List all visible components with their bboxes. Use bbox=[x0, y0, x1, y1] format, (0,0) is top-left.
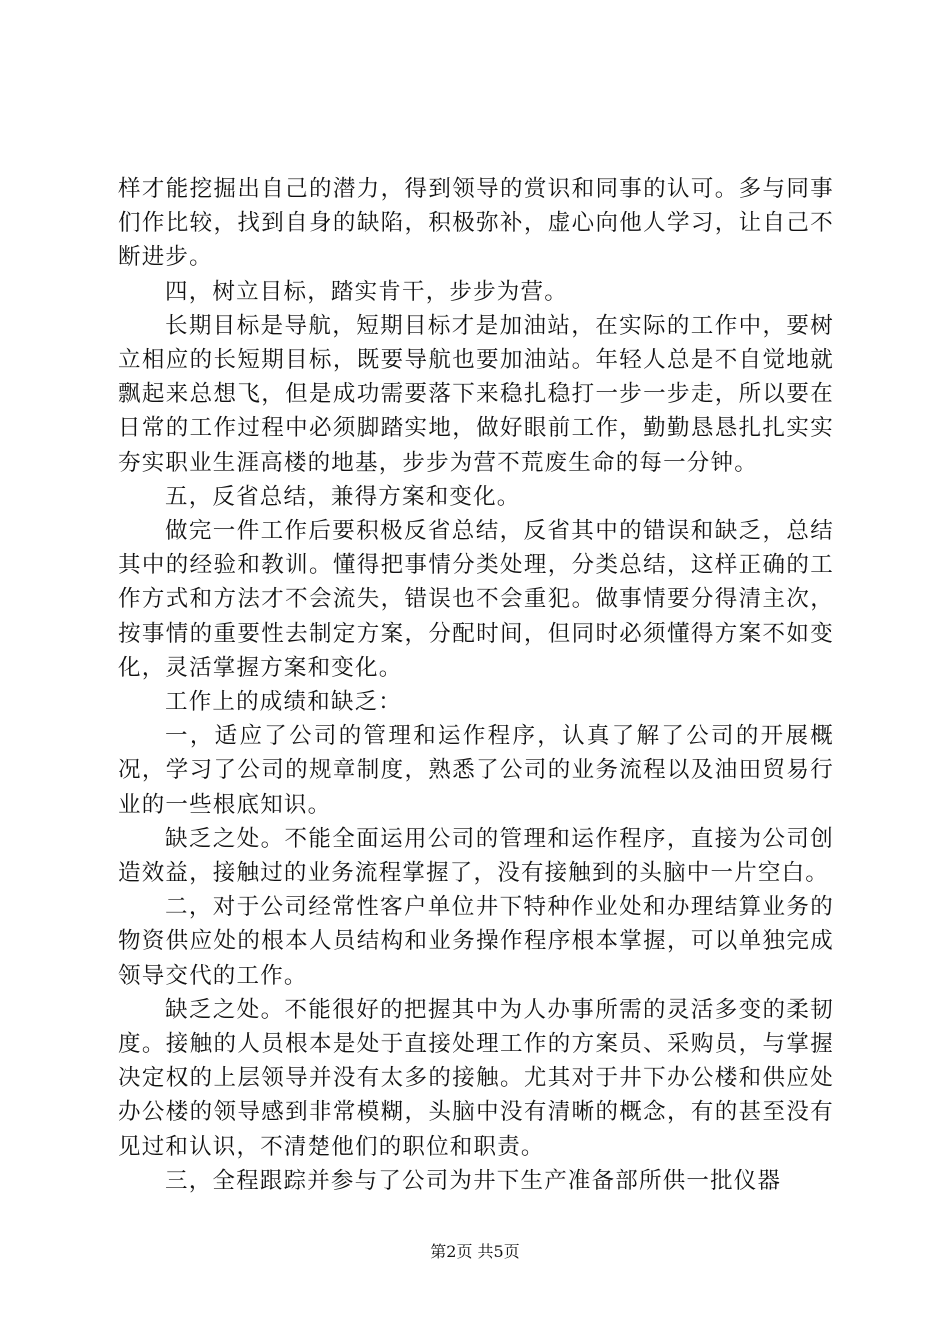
paragraph: 长期目标是导航，短期目标才是加油站，在实际的工作中，要树立相应的长短期目标，既要导航也要加油站。年轻人总是不自觉地就飘起来总想飞，但是成功需要落下来稳扎稳打一步一步走，所以要在日常的工作过程中必须脚踏实地，做好眼前工作，勤勤恳恳扎扎实实夯实职业生涯高楼的地基，步步为营不荒废生命的每一分钟。 bbox=[118, 312, 834, 476]
paragraph: 二，对于公司经常性客户单位井下特种作业处和办理结算业务的物资供应处的根本人员结构和业务操作程序根本掌握，可以单独完成领导交代的工作。 bbox=[118, 894, 834, 989]
paragraph: 缺乏之处。不能全面运用公司的管理和运作程序，直接为公司创造效益，接触过的业务流程掌握了，没有接触到的头脑中一片空白。 bbox=[118, 825, 834, 887]
section-heading-5: 五，反省总结，兼得方案和变化。 bbox=[165, 483, 521, 510]
paragraph: 一，适应了公司的管理和运作程序，认真了解了公司的开展概况，学习了公司的规章制度，熟悉了公司的业务流程以及油田贸易行业的一些根底知识。 bbox=[118, 723, 834, 818]
paragraph: 三，全程跟踪并参与了公司为井下生产准备部所供一批仪器 bbox=[165, 1167, 782, 1194]
section-heading-achievements: 工作上的成绩和缺乏： bbox=[165, 689, 403, 716]
paragraph-continued: 样才能挖掘出自己的潜力，得到领导的赏识和同事的认可。多与同事们作比较，找到自身的缺陷，积极弥补，虚心向他人学习，让自己不断进步。 bbox=[118, 176, 834, 271]
paragraph: 缺乏之处。不能很好的把握其中为人办事所需的灵活多变的柔韧度。接触的人员根本是处于直接处理工作的方案员、采购员，与掌握决定权的上层领导并没有太多的接触。尤其对于井下办公楼和供应处办公楼的领导感到非常模糊，头脑中没有清晰的概念，有的甚至没有见过和认识，不清楚他们的职位和职责。 bbox=[118, 996, 834, 1160]
page-footer: 第2页 共5页 bbox=[430, 1242, 520, 1261]
document-body bbox=[118, 172, 834, 1198]
paragraph: 做完一件工作后要积极反省总结，反省其中的错误和缺乏，总结其中的经验和教训。懂得把事情分类处理，分类总结，这样正确的工作方式和方法才不会流失，错误也不会重犯。做事情要分得清主次，按事情的重要性去制定方案，分配时间，但同时必须懂得方案不如变化，灵活掌握方案和变化。 bbox=[118, 518, 834, 681]
section-heading-4: 四，树立目标，踏实肯干，步步为营。 bbox=[165, 278, 568, 305]
